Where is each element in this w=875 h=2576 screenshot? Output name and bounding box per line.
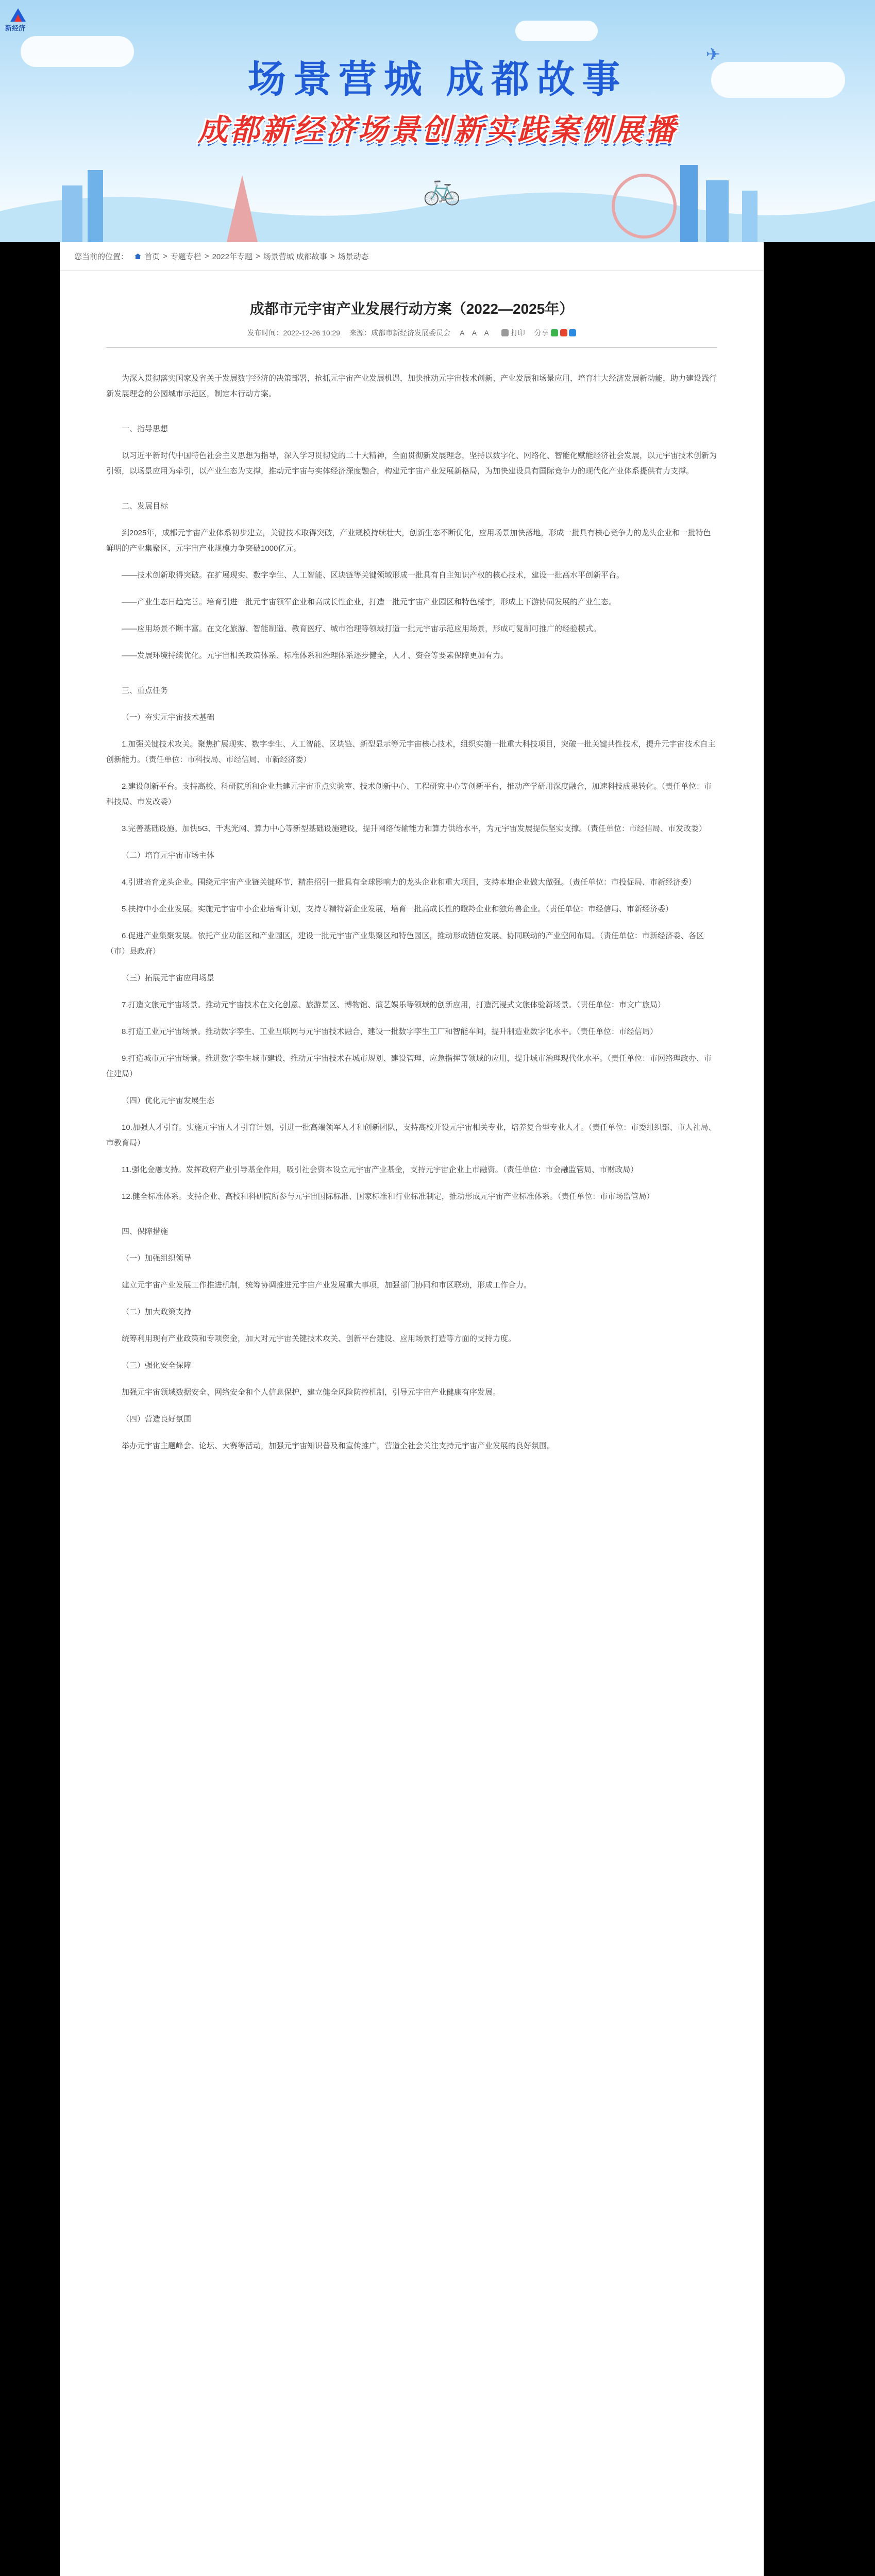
body-paragraph: 11.强化金融支持。发挥政府产业引导基金作用，吸引社会资本设立元宇宙产业基金，支持元宇宙企业上市融资。（责任单位：市金融监管局、市财政局）	[122, 1165, 638, 1174]
body-paragraph: 到2025年，成都元宇宙产业体系初步建立，关键技术取得突破，产业规模持续壮大，创新生态不断优化，应用场景加快落地，形成一批具有核心竞争力的龙头企业和一批特色鲜明的产业集聚区，元宇宙产业规模力争突破1000亿元。	[106, 529, 711, 553]
airplane-icon: ✈	[705, 45, 720, 64]
body-paragraph: 2.建设创新平台。支持高校、科研院所和企业共建元宇宙重点实验室、技术创新中心、工程研究中心等创新平台，推动产学研用深度融合，加速科技成果转化。（责任单位：市科技局、市发改委）	[106, 782, 712, 806]
body-paragraph: 为深入贯彻落实国家及省关于发展数字经济的决策部署，抢抓元宇宙产业发展机遇，加快推动元宇宙技术创新、产业发展和场景应用，培育壮大经济发展新动能，助力建设践行新发展理念的公园城市示范区，制定本行动方案。	[106, 374, 717, 398]
share-label: 分享	[534, 329, 549, 337]
subsection-heading: （一）夯实元宇宙技术基础	[122, 713, 215, 722]
section-heading: 三、重点任务	[122, 686, 169, 695]
breadcrumb-sep: >	[204, 252, 209, 261]
publish-date: 发布时间：2022-12-26 10:29	[247, 329, 341, 337]
subsection-heading: （二）培育元宇宙市场主体	[122, 851, 215, 860]
body-paragraph: ——应用场景不断丰富。在文化旅游、智能制造、教育医疗、城市治理等领域打造一批元宇宙示范应用场景，形成可复制可推广的经验模式。	[122, 624, 601, 633]
print-label: 打印	[510, 329, 525, 337]
wechat-share-icon[interactable]	[551, 329, 558, 336]
subsection-heading: （四）营造良好氛围	[122, 1415, 192, 1423]
cloud-decor	[515, 21, 598, 41]
weibo-share-icon[interactable]	[560, 329, 567, 336]
breadcrumb-item-topics[interactable]: 专题专栏	[170, 252, 201, 261]
breadcrumb-item-scene[interactable]: 场景营城 成都故事	[263, 252, 327, 261]
body-paragraph: 7.打造文旅元宇宙场景。推动元宇宙技术在文化创意、旅游景区、博物馆、演艺娱乐等领域的创新应用，打造沉浸式文旅体验新场景。（责任单位：市文广旅局）	[122, 1001, 666, 1009]
body-paragraph: 5.扶持中小企业发展。实施元宇宙中小企业培育计划，支持专精特新企业发展，培育一批高成长性的瞪羚企业和独角兽企业。（责任单位：市经信局、市新经济委）	[122, 905, 674, 913]
body-paragraph: 3.完善基础设施。加快5G、千兆光网、算力中心等新型基础设施建设，提升网络传输能力和算力供给水平，为元宇宙发展提供坚实支撑。（责任单位：市经信局、市发改委）	[122, 824, 707, 833]
cyclist-icon: 🚲	[423, 171, 461, 206]
share-buttons[interactable]	[534, 328, 577, 338]
breadcrumb	[60, 242, 764, 271]
body-paragraph: 4.引进培育龙头企业。围绕元宇宙产业链关键环节，精准招引一批具有全球影响力的龙头企业和重大项目，支持本地企业做大做强。（责任单位：市投促局、市新经济委）	[122, 878, 697, 887]
body-paragraph: 10.加强人才引育。实施元宇宙人才引育计划，引进一批高端领军人才和创新团队，支持高校开设元宇宙相关专业，培养复合型专业人才。（责任单位：市委组织部、市人社局、市教育局）	[106, 1123, 716, 1147]
body-paragraph: 8.打造工业元宇宙场景。推动数字孪生、工业互联网与元宇宙技术融合，建设一批数字孪生工厂和智能车间，提升制造业数字化水平。（责任单位：市经信局）	[122, 1027, 658, 1036]
banner-title-main: 场景营城 成都故事	[247, 59, 628, 101]
site-logo-text[interactable]: 新经济	[5, 24, 26, 32]
article-source: 来源：成都市新经济发展委员会	[349, 329, 451, 337]
body-paragraph: 举办元宇宙主题峰会、论坛、大赛等活动，加强元宇宙知识普及和宣传推广，营造全社会关注支持元宇宙产业发展的良好氛围。	[122, 1442, 555, 1450]
subsection-heading: （一）加强组织领导	[122, 1254, 192, 1263]
body-paragraph: ——产业生态日趋完善。培育引进一批元宇宙领军企业和高成长性企业，打造一批元宇宙产业园区和特色楼宇，形成上下游协同发展的产业生态。	[122, 598, 617, 606]
breadcrumb-item-2022[interactable]: 2022年专题	[212, 252, 253, 261]
top-banner	[0, 0, 875, 242]
article-title: 成都市元宇宙产业发展行动方案（2022—2025年）	[249, 301, 574, 317]
qq-share-icon[interactable]	[569, 329, 576, 336]
body-paragraph: ——发展环境持续优化。元宇宙相关政策体系、标准体系和治理体系逐步健全，人才、资金等要素保障更加有力。	[122, 651, 509, 660]
subsection-heading: （三）拓展元宇宙应用场景	[122, 974, 215, 982]
body-paragraph: 统筹利用现有产业政策和专项资金，加大对元宇宙关键技术攻关、创新平台建设、应用场景打造等方面的支持力度。	[122, 1334, 516, 1343]
breadcrumb-item-news[interactable]: 场景动态	[338, 252, 369, 261]
subsection-heading: （二）加大政策支持	[122, 1308, 192, 1316]
breadcrumb-sep: >	[255, 252, 260, 261]
breadcrumb-prefix: 您当前的位置：	[74, 252, 129, 261]
font-size-controls[interactable]: A A A	[460, 329, 492, 337]
subsection-heading: （三）强化安全保障	[122, 1361, 192, 1370]
print-icon	[501, 329, 509, 336]
body-paragraph: 加强元宇宙领域数据安全、网络安全和个人信息保护，建立健全风险防控机制，引导元宇宙产业健康有序发展。	[122, 1388, 501, 1397]
body-paragraph: 12.健全标准体系。支持企业、高校和科研院所参与元宇宙国际标准、国家标准和行业标准制定，推动形成元宇宙产业标准体系。（责任单位：市市场监管局）	[122, 1192, 654, 1201]
section-heading: 二、发展目标	[122, 502, 169, 511]
body-paragraph: ——技术创新取得突破。在扩展现实、数字孪生、人工智能、区块链等关键领域形成一批具有自主知识产权的核心技术，建设一批高水平创新平台。	[122, 571, 625, 580]
article-body	[106, 371, 717, 1465]
site-logo-icon[interactable]	[9, 7, 27, 23]
breadcrumb-sep: >	[330, 252, 335, 261]
breadcrumb-sep: >	[163, 252, 167, 261]
home-icon	[134, 253, 141, 259]
body-paragraph: 9.打造城市元宇宙场景。推进数字孪生城市建设，推动元宇宙技术在城市规划、建设管理、应急指挥等领域的应用，提升城市治理现代化水平。（责任单位：市网络理政办、市住建局）	[106, 1054, 712, 1078]
body-paragraph: 建立元宇宙产业发展工作推进机制，统筹协调推进元宇宙产业发展重大事项，加强部门协同和市区联动，形成工作合力。	[122, 1281, 532, 1290]
title-divider	[106, 347, 717, 348]
body-paragraph: 以习近平新时代中国特色社会主义思想为指导，深入学习贯彻党的二十大精神，全面贯彻新发展理念，坚持以数字化、网络化、智能化赋能经济社会发展，以元宇宙技术创新为引领，以场景应用为牵引，以产业生态为支撑，推动元宇宙与实体经济深度融合，构建元宇宙产业发展新格局，为加快建设具有国际竞争力的现代化产业体系提供有力支撑。	[106, 451, 717, 476]
article-card	[60, 242, 764, 2576]
banner-title-sub: 成都新经济场景创新实践案例展播	[197, 113, 677, 147]
breadcrumb-item-home[interactable]: 首页	[144, 252, 160, 261]
print-button[interactable]	[501, 328, 525, 338]
section-heading: 一、指导思想	[122, 425, 169, 433]
body-paragraph: 6.促进产业集聚发展。依托产业功能区和产业园区，建设一批元宇宙产业集聚区和特色园区，推动形成错位发展、协同联动的产业空间布局。（责任单位：市新经济委、各区（市）县政府）	[106, 931, 704, 956]
section-heading: 四、保障措施	[122, 1227, 169, 1236]
body-paragraph: 1.加强关键技术攻关。聚焦扩展现实、数字孪生、人工智能、区块链、新型显示等元宇宙核心技术，组织实施一批重大科技项目，突破一批关键共性技术，提升元宇宙技术自主创新能力。（责任单位：市科技局、市经信局、市新经济委）	[106, 740, 716, 764]
article-meta	[60, 328, 764, 338]
subsection-heading: （四）优化元宇宙发展生态	[122, 1096, 215, 1105]
